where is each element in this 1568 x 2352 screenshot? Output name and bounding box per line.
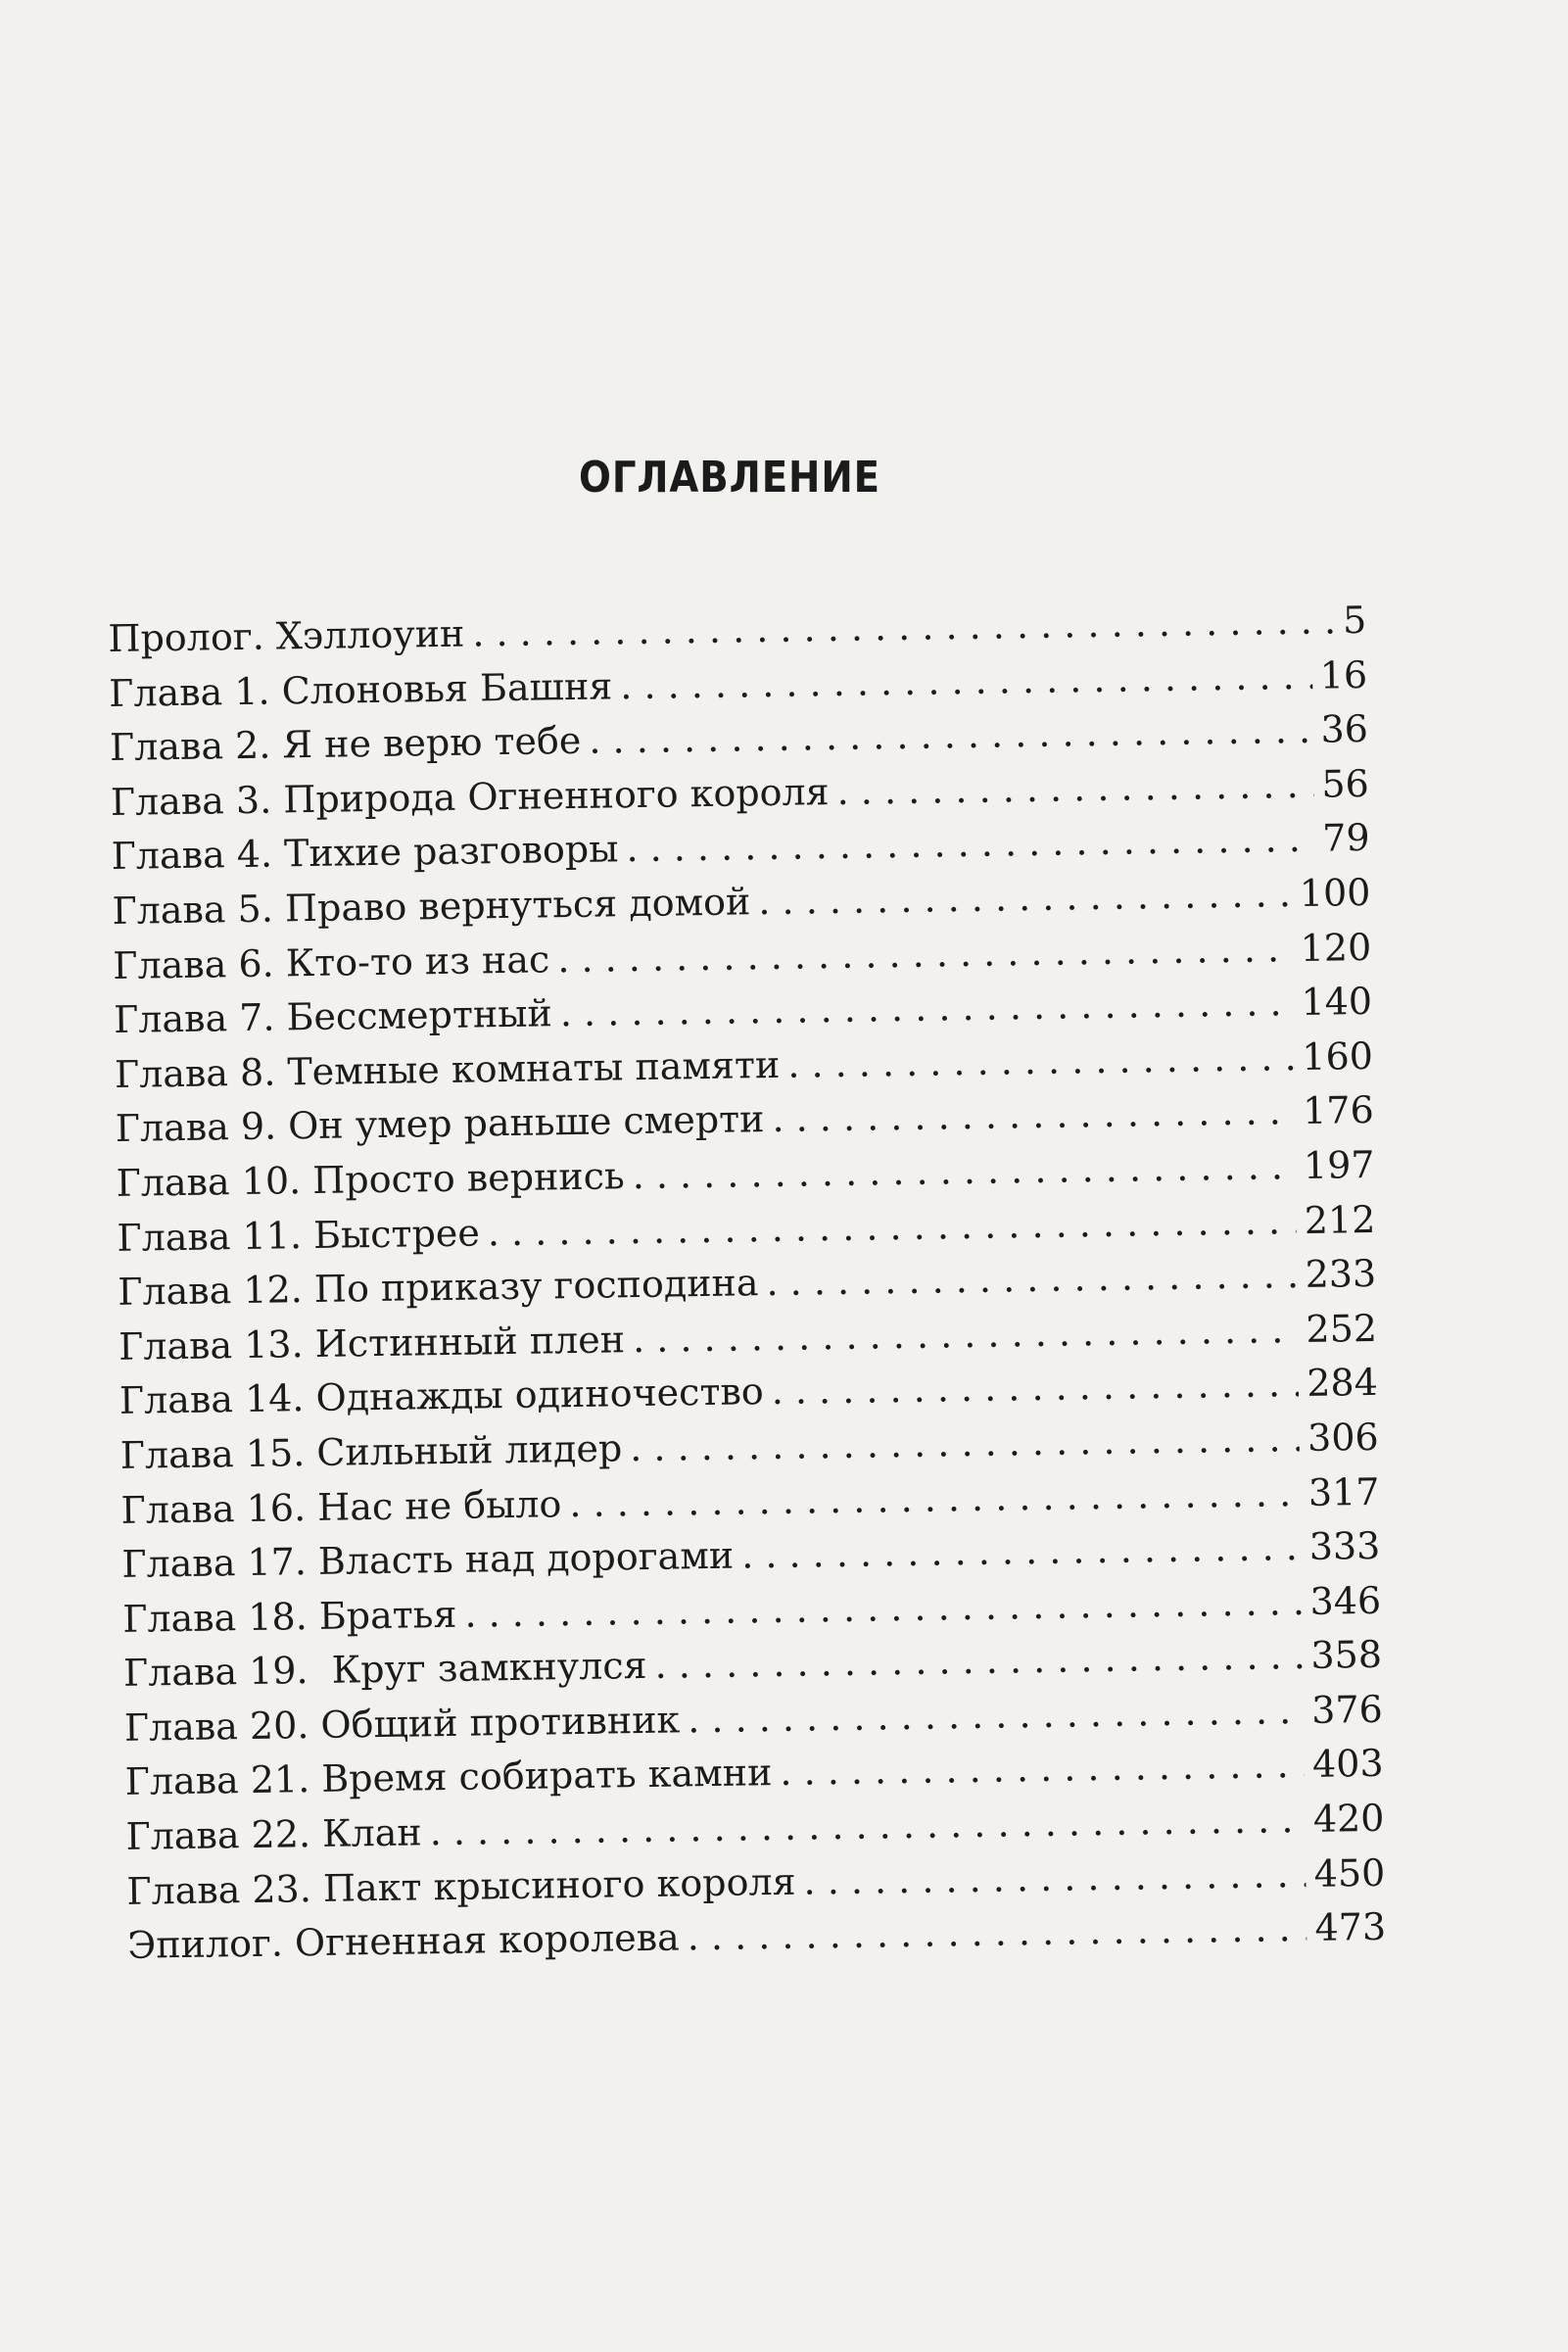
toc-entry-page: 5	[1342, 598, 1367, 643]
toc-entry-title: Глава 20. Общий противник	[123, 1698, 681, 1750]
toc-entry-page: 160	[1302, 1033, 1374, 1079]
dot-leader	[654, 1629, 1304, 1693]
dot-leader	[758, 867, 1292, 930]
toc-entry-title: Глава 11. Быстрее	[117, 1210, 481, 1260]
dot-leader	[632, 1139, 1296, 1204]
toc-entry-title: Глава 17. Власть над дорогами	[121, 1533, 735, 1586]
toc-entry-page: 358	[1310, 1633, 1383, 1678]
dot-leader	[780, 1738, 1306, 1800]
toc-entry-page: 284	[1306, 1361, 1379, 1406]
toc-entry-title: Глава 10. Просто вернись	[116, 1154, 625, 1205]
toc-entry-title: Глава 6. Кто-то из нас	[113, 936, 550, 987]
dot-leader	[630, 1412, 1301, 1476]
toc-entry-page: 420	[1312, 1796, 1385, 1841]
toc-entry-page: 212	[1304, 1197, 1376, 1242]
toc-entry-page: 346	[1309, 1578, 1382, 1623]
toc-entry-title: Глава 15. Сильный лидер	[119, 1426, 623, 1477]
dot-leader	[633, 1303, 1299, 1368]
dot-leader	[626, 812, 1315, 877]
toc-entry-page: 333	[1308, 1523, 1381, 1568]
toc-entry-title: Глава 12. По приказу господина	[117, 1261, 759, 1315]
dot-leader	[766, 1248, 1298, 1311]
toc-entry-page: 56	[1321, 761, 1370, 806]
toc-entry-title: Глава 16. Нас не было	[120, 1481, 562, 1532]
dot-leader	[741, 1520, 1302, 1583]
toc-entry-title: Глава 2. Я не верю тебе	[109, 719, 582, 770]
toc-entry-title: Глава 5. Право вернуться домой	[112, 880, 751, 933]
toc-entry-title: Глава 9. Он умер раньше смерти	[115, 1097, 765, 1151]
toc-entry-page: 403	[1311, 1742, 1384, 1787]
toc-entry-page: 197	[1303, 1142, 1375, 1187]
dot-leader	[787, 1031, 1295, 1092]
toc-entry-page: 317	[1307, 1469, 1380, 1514]
dot-leader	[772, 1084, 1296, 1147]
toc-entry-page: 36	[1320, 707, 1369, 751]
toc-entry-title: Глава 14. Однажды одиночество	[119, 1369, 765, 1423]
toc-entry-title: Глава 1. Слоновья Башня	[108, 663, 613, 715]
toc-entry-title: Глава 21. Время собирать камни	[124, 1751, 773, 1804]
toc-entry-page: 140	[1301, 980, 1373, 1025]
dot-leader	[688, 1684, 1305, 1748]
toc-entry-title: Глава 13. Истинный плен	[118, 1317, 626, 1368]
toc-entry-title: Глава 3. Природа Огненного короля	[110, 769, 830, 824]
dot-leader	[687, 1901, 1307, 1965]
toc-entry-title: Глава 8. Темные комнаты памяти	[114, 1042, 781, 1096]
toc-entry-title: Пролог. Хэллоуин	[108, 611, 465, 660]
toc-entry-page: 16	[1319, 652, 1368, 697]
dot-leader	[771, 1357, 1299, 1419]
dot-leader	[803, 1848, 1307, 1909]
toc-entry-page: 176	[1302, 1088, 1375, 1133]
table-of-contents	[108, 594, 1386, 1974]
toc-entry-title: Глава 7. Бессмертный	[113, 991, 553, 1042]
page-title: ОГЛАВЛЕНИЕ	[579, 453, 880, 503]
toc-entry-page: 376	[1310, 1687, 1384, 1732]
toc-entry-page: 100	[1299, 870, 1371, 915]
toc-entry-page: 306	[1307, 1415, 1379, 1460]
toc-entry-title: Глава 4. Тихие разговоры	[111, 827, 619, 879]
toc-entry-page: 473	[1314, 1905, 1387, 1950]
toc-entry-title: Эпилог. Огненная королева	[126, 1915, 681, 1968]
toc-entry-page: 252	[1306, 1306, 1378, 1351]
toc-entry-page: 233	[1305, 1251, 1377, 1297]
dot-leader	[836, 758, 1314, 820]
toc-entry-page: 79	[1321, 816, 1370, 860]
toc-entry-title: Глава 18. Братья	[121, 1592, 457, 1641]
toc-entry-title: Глава 22. Клан	[125, 1810, 422, 1858]
toc-entry-page: 450	[1313, 1850, 1386, 1896]
toc-entry-title: Глава 23. Пакт крысиного короля	[126, 1859, 796, 1913]
toc-entry-title: Глава 19. Круг замкнулся	[122, 1644, 647, 1696]
toc-entry-page: 120	[1300, 925, 1372, 970]
